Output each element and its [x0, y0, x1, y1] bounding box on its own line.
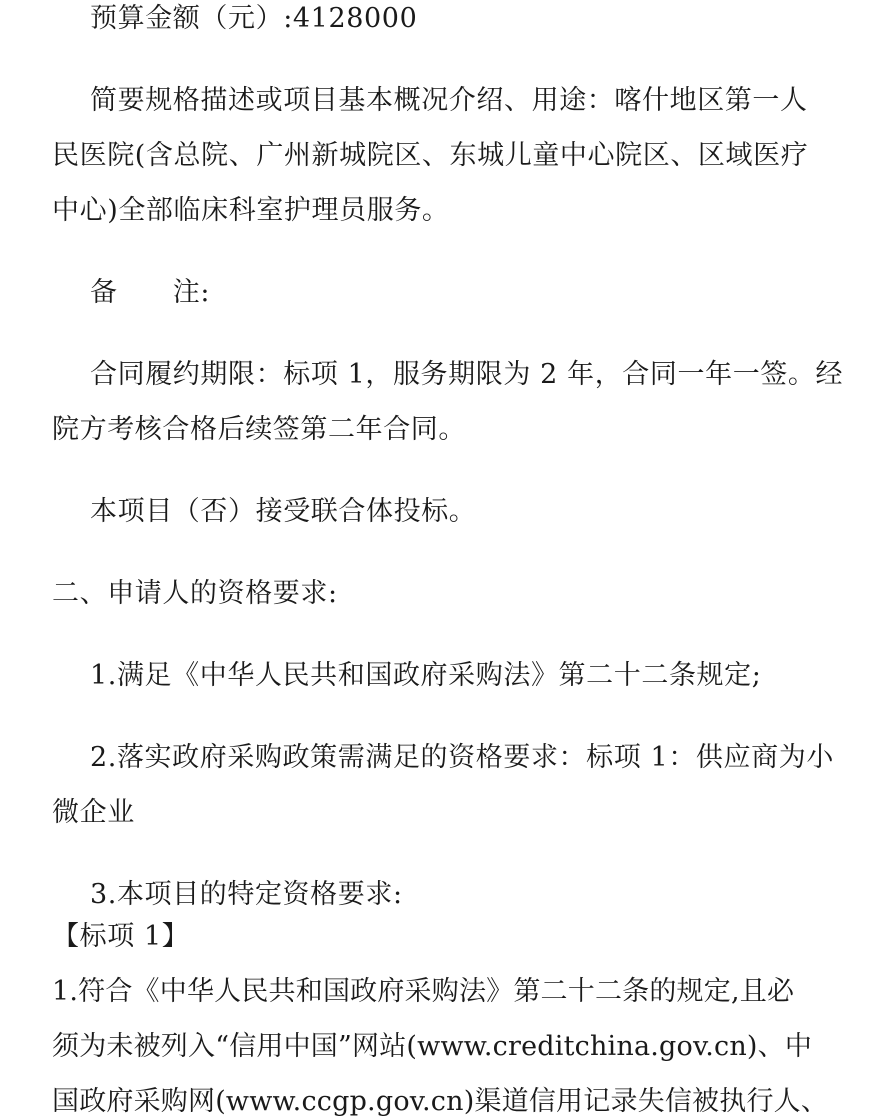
lot-1-heading: 【标项 1】	[52, 921, 190, 952]
contract-period-line-2: 院方考核合格后续签第二年合同。	[52, 414, 466, 445]
remarks-label: 备 注:	[90, 277, 211, 308]
requirement-2-line-2: 微企业	[52, 797, 135, 828]
spec-description-line-1: 简要规格描述或项目基本概况介绍、用途：喀什地区第一人	[90, 85, 808, 116]
consortium-bid-line: 本项目（否）接受联合体投标。	[90, 496, 477, 527]
contract-period-line-1: 合同履约期限：标项 1，服务期限为 2 年，合同一年一签。经	[90, 359, 844, 390]
section-heading-qualifications: 二、申请人的资格要求:	[52, 578, 338, 609]
spec-description-line-2: 民医院(含总院、广州新城院区、东城儿童中心院区、区域医疗	[52, 140, 809, 171]
requirement-3: 3.本项目的特定资格要求:	[90, 879, 403, 910]
spec-description-line-3: 中心)全部临床科室护理员服务。	[52, 195, 450, 226]
requirement-2-line-1: 2.落实政府采购政策需满足的资格要求：标项 1：供应商为小	[90, 742, 834, 773]
lot-1-clause-line-3: 国政府采购网(www.ccgp.gov.cn)渠道信用记录失信被执行人、	[52, 1086, 829, 1117]
lot-1-clause-line-1: 1.符合《中华人民共和国政府采购法》第二十二条的规定,且必	[52, 976, 795, 1007]
requirement-1: 1.满足《中华人民共和国政府采购法》第二十二条规定;	[90, 660, 762, 691]
lot-1-clause-line-2: 须为未被列入“信用中国”网站(www.creditchina.gov.cn)、中	[52, 1031, 813, 1062]
budget-amount-line: 预算金额（元）:4128000	[90, 3, 418, 34]
